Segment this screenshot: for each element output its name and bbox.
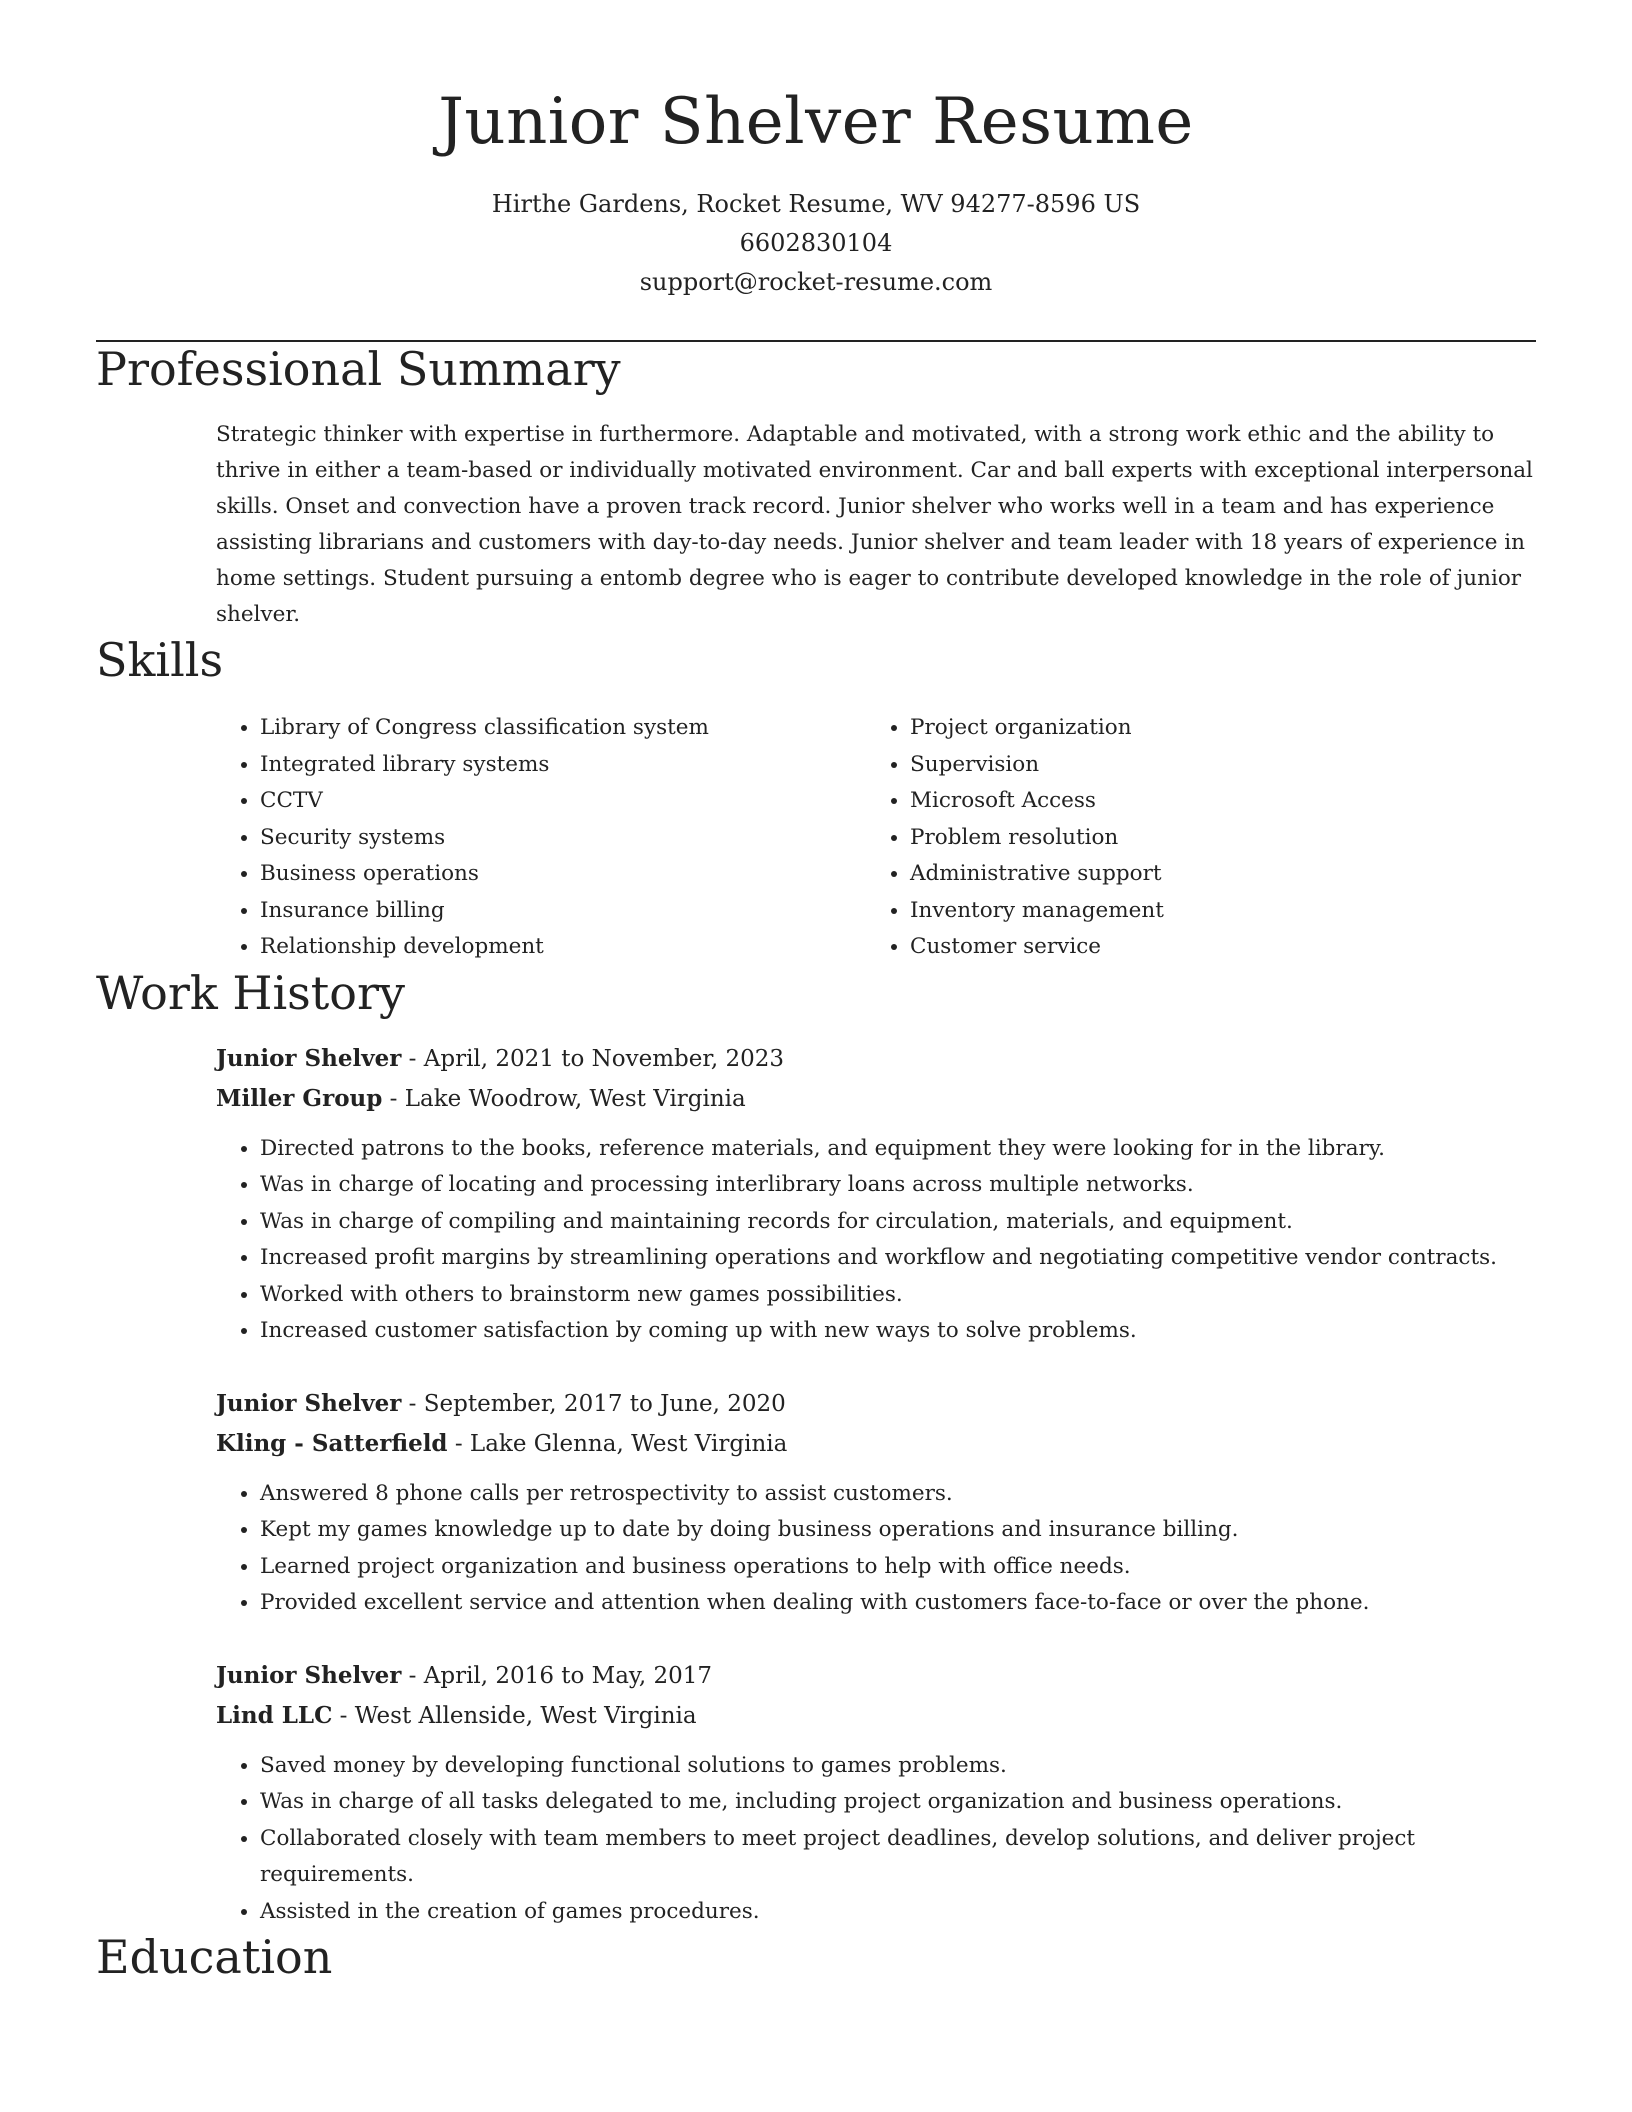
job-bullet: • Kept my games knowledge up to date by doing business operations and insurance billing.	[260, 1512, 1536, 1549]
contact-address: Hirthe Gardens, Rocket Resume, WV 94277-8596 US	[491, 189, 1141, 218]
job-location: - Lake Woodrow, West Virginia	[382, 1085, 746, 1112]
skill-item: • Supervision	[910, 747, 1536, 784]
job-role: Junior Shelver	[216, 1661, 402, 1689]
skill-item: • Library of Congress classification system	[260, 710, 866, 747]
job-bullet: • Was in charge of compiling and maintaining records for circulation, materials, and equipment.	[260, 1204, 1536, 1241]
skill-item: • Integrated library systems	[260, 747, 866, 784]
job-bullet: • Learned project organization and business operations to help with office needs.	[260, 1549, 1536, 1586]
job-role: Junior Shelver	[216, 1044, 402, 1072]
job-bullet: • Provided excellent service and attention when dealing with customers face-to-face or over the phone.	[260, 1585, 1536, 1622]
contact-block	[96, 185, 1536, 302]
job-bullet: • Worked with others to brainstorm new games possibilities.	[260, 1277, 1536, 1314]
job-role: Junior Shelver	[216, 1389, 402, 1417]
job-entry	[216, 1384, 1536, 1622]
summary-heading: Professional Summary	[96, 341, 621, 396]
job-role-line	[216, 1039, 1536, 1079]
job-dates: - September, 2017 to June, 2020	[401, 1390, 786, 1417]
job-location: - West Allenside, West Virginia	[332, 1702, 697, 1729]
skill-item: • Project organization	[910, 710, 1536, 747]
summary-text: Strategic thinker with expertise in furthermore. Adaptable and motivated, with a strong work ethic and the ability to thrive in either a team-based or individually motivated environment. Car and ball experts with exceptional interpersonal skills. Onset and convection have a proven track record. Junior shelver who works well in a team and has experience assisting librarians and customers with day-to-day needs. Junior shelver and team leader with 18 years of experience in home settings. Student pursuing a entomb degree who is eager to contribute developed knowledge in the role of junior shelver.	[216, 421, 1533, 627]
job-entry	[216, 1039, 1536, 1350]
job-role-line	[216, 1656, 1536, 1696]
job-bullet: • Increased customer satisfaction by coming up with new ways to solve problems.	[260, 1313, 1536, 1350]
skills-list-right	[866, 710, 1536, 966]
skill-item: • Insurance billing	[260, 893, 866, 930]
job-location: - Lake Glenna, West Virginia	[447, 1430, 788, 1457]
education-heading: Education	[96, 1930, 333, 1985]
job-company: Lind LLC	[216, 1701, 333, 1729]
job-bullet: • Was in charge of locating and processing interlibrary loans across multiple networks.	[260, 1167, 1536, 1204]
job-entry	[216, 1656, 1536, 1931]
job-bullets	[216, 1476, 1536, 1622]
job-bullets	[216, 1131, 1536, 1350]
skill-item: • CCTV	[260, 783, 866, 820]
job-company: Kling - Satterfield	[216, 1429, 448, 1457]
job-bullet: • Assisted in the creation of games procedures.	[260, 1894, 1536, 1931]
job-bullet: • Collaborated closely with team members to meet project deadlines, develop solutions, and deliver project requirements.	[260, 1821, 1536, 1894]
job-bullet: • Answered 8 phone calls per retrospectivity to assist customers.	[260, 1476, 1536, 1513]
job-bullet: • Directed patrons to the books, reference materials, and equipment they were looking for in the library.	[260, 1131, 1536, 1168]
skills-list-left	[216, 710, 866, 966]
job-role-line	[216, 1384, 1536, 1424]
job-bullet: • Increased profit margins by streamlining operations and workflow and negotiating competitive vendor contracts.	[260, 1240, 1536, 1277]
skill-item: • Relationship development	[260, 929, 866, 966]
skills-grid	[216, 710, 1536, 966]
skills-heading: Skills	[96, 632, 224, 687]
skill-item: • Inventory management	[910, 893, 1536, 930]
job-dates: - April, 2021 to November, 2023	[401, 1045, 785, 1072]
work-history-heading: Work History	[96, 965, 405, 1020]
job-bullet: • Saved money by developing functional solutions to games problems.	[260, 1748, 1536, 1785]
skill-item: • Business operations	[260, 856, 866, 893]
skill-item: • Customer service	[910, 929, 1536, 966]
job-company: Miller Group	[216, 1084, 383, 1112]
job-bullet: • Was in charge of all tasks delegated to me, including project organization and business operations.	[260, 1784, 1536, 1821]
job-company-line	[216, 1424, 1536, 1464]
skill-item: • Problem resolution	[910, 820, 1536, 857]
skill-item: • Microsoft Access	[910, 783, 1536, 820]
skill-item: • Administrative support	[910, 856, 1536, 893]
resume-header	[96, 0, 1536, 302]
contact-phone: 6602830104	[739, 228, 893, 257]
resume-title: Junior Shelver Resume	[438, 85, 1194, 159]
job-bullets	[216, 1748, 1536, 1931]
contact-email: support@rocket-resume.com	[639, 267, 993, 296]
job-company-line	[216, 1696, 1536, 1736]
job-company-line	[216, 1079, 1536, 1119]
job-dates: - April, 2016 to May, 2017	[401, 1662, 713, 1689]
skill-item: • Security systems	[260, 820, 866, 857]
